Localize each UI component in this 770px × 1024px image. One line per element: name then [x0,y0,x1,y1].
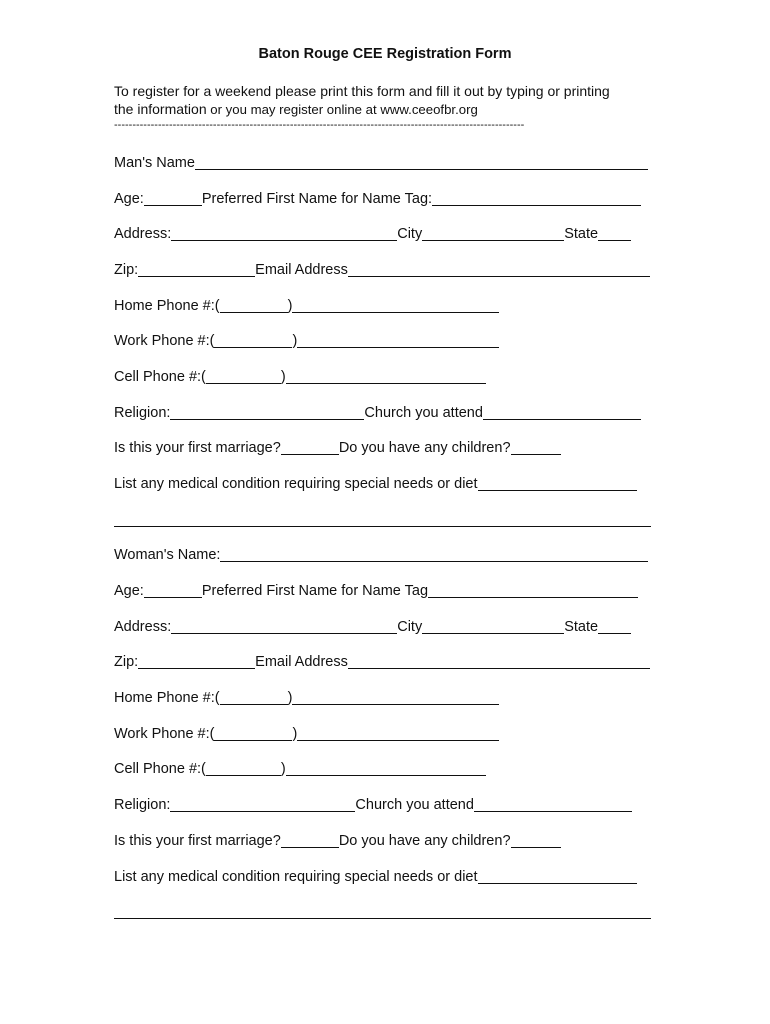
man-home-phone-row [114,296,499,316]
woman-zip-field[interactable] [138,654,255,669]
woman-cell-phone-field[interactable] [286,761,486,776]
man-name-row [114,153,648,173]
man-city-label: City [397,226,423,242]
man-first-marriage-field[interactable] [281,440,339,455]
woman-religion-label: Religion: [114,797,171,813]
woman-children-field[interactable] [511,833,561,848]
intro-line-1: To register for a weekend please print this form and fill it out by typing or printing [114,83,610,99]
man-cell-phone-row [114,367,486,387]
woman-state-field[interactable] [598,619,631,634]
woman-work-phone-label: Work Phone #:( [114,726,215,742]
woman-nametag-field[interactable] [428,583,638,598]
man-first-marriage-label: Is this your first marriage? [114,440,281,456]
woman-cell-phone-row [114,759,486,779]
woman-home-phone-row [114,688,499,708]
woman-home-phone-label: Home Phone #:( [114,690,220,706]
man-name-field[interactable] [195,155,648,170]
woman-home-area-code-field[interactable] [220,690,288,705]
intro-line-2b: or you may register online at www.ceeofbr.org [206,102,478,117]
man-medical-row [114,474,637,494]
woman-cell-area-code-field[interactable] [206,761,281,776]
man-home-paren: ) [287,298,293,314]
man-children-field[interactable] [511,440,561,455]
woman-church-label: Church you attend [355,797,474,813]
man-church-label: Church you attend [364,405,483,421]
man-medical-label: List any medical condition requiring special needs or diet [114,476,478,492]
man-state-label: State [564,226,599,242]
man-city-field[interactable] [422,226,564,241]
woman-address-label: Address: [114,619,172,635]
man-address-field[interactable] [171,226,397,241]
man-religion-field[interactable] [170,405,364,420]
woman-email-field[interactable] [348,654,650,669]
man-name-label: Man's Name [114,155,195,171]
woman-religion-field[interactable] [170,797,355,812]
woman-age-label: Age: [114,583,144,599]
woman-age-field[interactable] [144,583,202,598]
man-work-phone-field[interactable] [297,333,499,348]
man-cell-phone-label: Cell Phone #:( [114,369,206,385]
man-nametag-label: Preferred First Name for Name Tag: [201,191,433,207]
man-email-label: Email Address [255,262,348,278]
woman-address-field[interactable] [171,619,397,634]
man-children-label: Do you have any children? [338,440,511,456]
intro-line-2 [114,100,674,119]
woman-nametag-label: Preferred First Name for Name Tag [201,583,429,599]
woman-city-field[interactable] [422,619,564,634]
woman-church-field[interactable] [474,797,632,812]
man-work-paren: ) [292,333,298,349]
woman-state-label: State [564,619,599,635]
man-zip-label: Zip: [114,262,139,278]
man-religion-label: Religion: [114,405,171,421]
man-church-field[interactable] [483,405,641,420]
man-zip-row [114,260,650,280]
man-state-field[interactable] [598,226,631,241]
man-marriage-row [114,438,561,458]
woman-zip-row [114,652,650,672]
man-cell-area-code-field[interactable] [206,369,281,384]
woman-name-field[interactable] [220,547,648,562]
man-age-label: Age: [114,191,144,207]
woman-religion-row [114,795,632,815]
woman-work-area-code-field[interactable] [214,726,292,741]
man-home-area-code-field[interactable] [220,298,288,313]
woman-home-paren: ) [287,690,293,706]
woman-name-label: Woman's Name: [114,547,221,563]
man-address-label: Address: [114,226,172,242]
woman-medical-field[interactable] [478,869,637,884]
woman-work-phone-row [114,724,499,744]
woman-medical-label: List any medical condition requiring special needs or diet [114,869,478,885]
man-cell-paren: ) [280,369,286,385]
woman-marriage-row [114,831,561,851]
woman-home-phone-field[interactable] [292,690,499,705]
woman-medical-extra-line[interactable] [114,918,651,919]
woman-medical-row [114,867,637,887]
man-address-row [114,224,631,244]
man-home-phone-field[interactable] [292,298,499,313]
man-zip-field[interactable] [138,262,255,277]
man-work-phone-label: Work Phone #:( [114,333,215,349]
man-age-row [114,189,641,209]
man-email-field[interactable] [348,262,650,277]
woman-city-label: City [397,619,423,635]
woman-address-row [114,617,631,637]
man-nametag-field[interactable] [432,191,641,206]
woman-children-label: Do you have any children? [338,833,511,849]
woman-email-label: Email Address [255,654,348,670]
man-religion-row [114,403,641,423]
man-age-field[interactable] [144,191,202,206]
form-title: Baton Rouge CEE Registration Form [258,46,512,62]
woman-age-row [114,581,638,601]
separator-dashes: ---------------------------------------------------------------------------------------------------------------- [114,119,525,131]
woman-cell-phone-label: Cell Phone #:( [114,761,206,777]
woman-first-marriage-field[interactable] [281,833,339,848]
man-cell-phone-field[interactable] [286,369,486,384]
man-medical-field[interactable] [478,476,637,491]
woman-work-paren: ) [292,726,298,742]
man-work-area-code-field[interactable] [214,333,292,348]
intro-line-2a: the information [114,101,207,117]
woman-work-phone-field[interactable] [297,726,499,741]
woman-cell-paren: ) [280,761,286,777]
man-work-phone-row [114,331,499,351]
woman-first-marriage-label: Is this your first marriage? [114,833,281,849]
woman-name-row [114,545,648,565]
woman-zip-label: Zip: [114,654,139,670]
man-home-phone-label: Home Phone #:( [114,298,220,314]
man-medical-extra-line[interactable] [114,526,651,527]
